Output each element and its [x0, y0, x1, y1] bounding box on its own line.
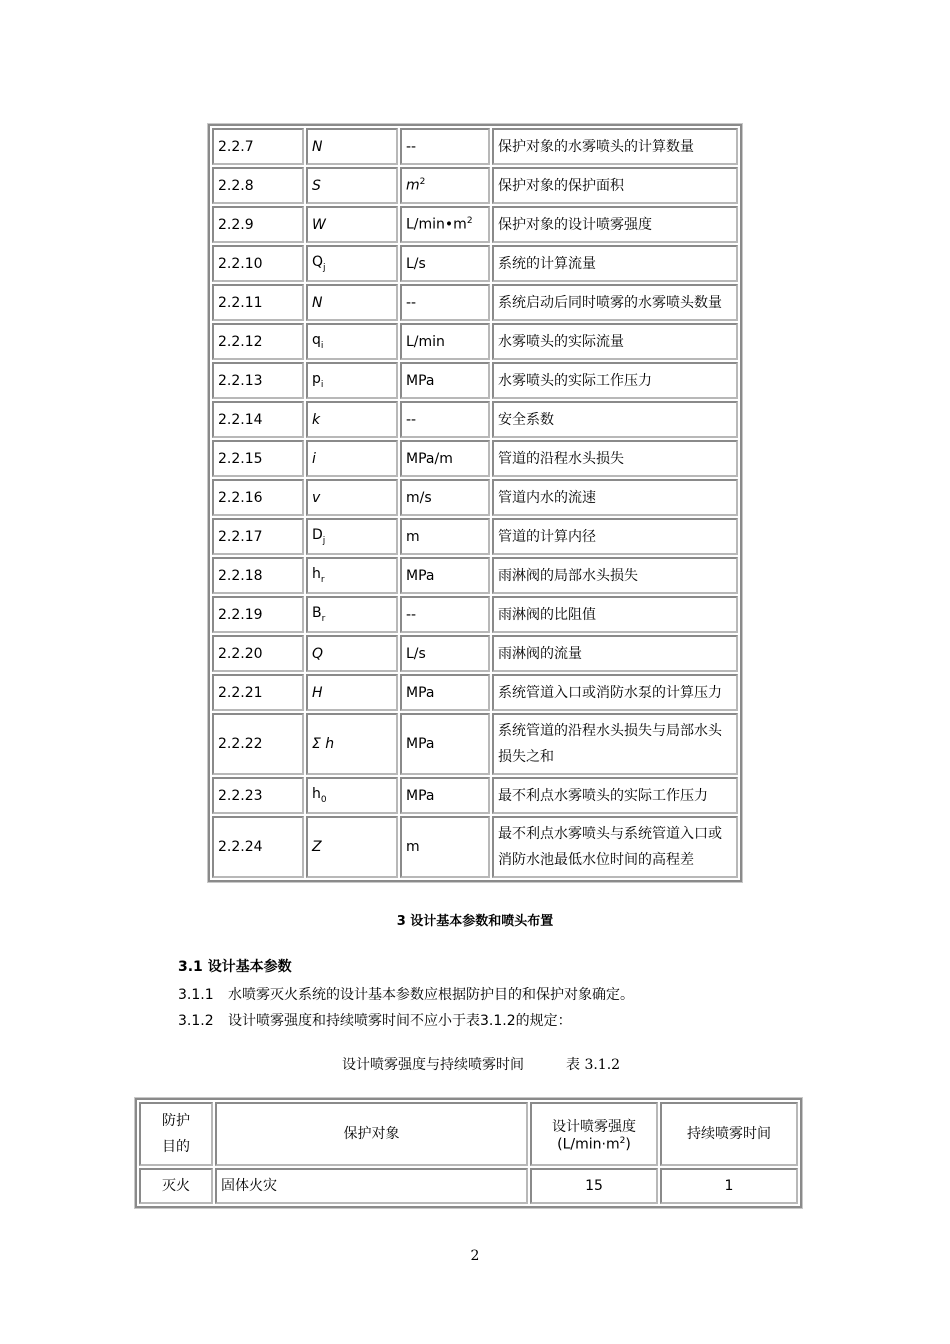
- cell-unit: MPa: [400, 557, 490, 594]
- cell-description: 保护对象的水雾喷头的计算数量: [492, 128, 738, 165]
- header-purpose: 防护 目的: [139, 1102, 213, 1166]
- section-title: 3 设计基本参数和喷头布置: [396, 914, 554, 929]
- table-row: [212, 167, 738, 204]
- cell-clause-number: 2.2.21: [212, 674, 304, 711]
- cell-unit: --: [400, 596, 490, 633]
- table-row: [212, 713, 738, 775]
- cell-unit: --: [400, 284, 490, 321]
- cell-symbol: Z: [306, 816, 398, 878]
- cell-unit: $L/\min•m^2$: [400, 206, 490, 243]
- subsection-text: 设计基本参数: [207, 959, 292, 975]
- cell-description: 管道的沿程水头损失: [492, 440, 738, 477]
- cell-symbol: H: [306, 674, 398, 711]
- table-row: [212, 518, 738, 555]
- cell-symbol: Σ h: [306, 713, 398, 775]
- cell-symbol: N: [306, 284, 398, 321]
- cell-clause-number: 2.2.20: [212, 635, 304, 672]
- cell-unit: --: [400, 128, 490, 165]
- paragraph-number: 3.1.1: [178, 987, 214, 1003]
- table-row: [212, 596, 738, 633]
- header-intensity: 设计喷雾强度 $(L/\min\cdot m^2)$: [530, 1102, 658, 1166]
- cell-symbol: N: [306, 128, 398, 165]
- cell-description: 水雾喷头的实际工作压力: [492, 362, 738, 399]
- cell-symbol: $q_i$: [306, 323, 398, 360]
- cell-clause-number: 2.2.7: [212, 128, 304, 165]
- cell-unit: MPa: [400, 713, 490, 775]
- cell-symbol: k: [306, 401, 398, 438]
- table-row: [212, 557, 738, 594]
- cell-description: 雨淋阀的流量: [492, 635, 738, 672]
- table-row: [212, 635, 738, 672]
- cell-unit: m: [400, 816, 490, 878]
- cell-symbol: Q: [306, 635, 398, 672]
- paragraph-text-end: 的规定：: [515, 1013, 572, 1029]
- paragraph-text: 设计喷雾强度和持续喷雾时间不应小于表: [228, 1013, 480, 1029]
- cell-clause-number: 2.2.8: [212, 167, 304, 204]
- cell-clause-number: 2.2.24: [212, 816, 304, 878]
- cell-description: 管道的计算内径: [492, 518, 738, 555]
- cell-unit: MPa/m: [400, 440, 490, 477]
- cell-clause-number: 2.2.19: [212, 596, 304, 633]
- paragraph-3-1-1: [178, 984, 634, 1004]
- cell-symbol: $h_r$: [306, 557, 398, 594]
- cell-symbol: i: [306, 440, 398, 477]
- cell-description: 系统的计算流量: [492, 245, 738, 282]
- cell-clause-number: 2.2.17: [212, 518, 304, 555]
- cell-clause-number: 2.2.16: [212, 479, 304, 516]
- table-row: [212, 323, 738, 360]
- cell-purpose: 灭火: [139, 1168, 213, 1204]
- cell-clause-number: 2.2.13: [212, 362, 304, 399]
- symbol-table: [208, 124, 742, 882]
- paragraph-number: 3.1.2: [178, 1013, 214, 1029]
- cell-symbol: $D_j$: [306, 518, 398, 555]
- param-table: [135, 1098, 802, 1208]
- subsection-title: [178, 956, 292, 976]
- table-row: [212, 245, 738, 282]
- cell-description: 管道内水的流速: [492, 479, 738, 516]
- cell-clause-number: 2.2.23: [212, 777, 304, 814]
- paragraph-text: 水喷雾灭火系统的设计基本参数应根据防护目的和保护对象确定。: [228, 987, 634, 1003]
- cell-symbol: $Q_j$: [306, 245, 398, 282]
- table-row: [212, 128, 738, 165]
- cell-unit: MPa: [400, 674, 490, 711]
- paragraph-3-1-2: [178, 1010, 572, 1030]
- cell-description: 最不利点水雾喷头的实际工作压力: [492, 777, 738, 814]
- cell-symbol: $h_0$: [306, 777, 398, 814]
- cell-clause-number: 2.2.18: [212, 557, 304, 594]
- table-caption: [342, 1054, 620, 1074]
- table-row: [212, 440, 738, 477]
- cell-clause-number: 2.2.10: [212, 245, 304, 282]
- cell-description: 保护对象的保护面积: [492, 167, 738, 204]
- cell-description: 保护对象的设计喷雾强度: [492, 206, 738, 243]
- cell-description: 水雾喷头的实际流量: [492, 323, 738, 360]
- cell-clause-number: 2.2.22: [212, 713, 304, 775]
- table-row: [212, 362, 738, 399]
- cell-description: 雨淋阀的局部水头损失: [492, 557, 738, 594]
- caption-title: 设计喷雾强度与持续喷雾时间: [342, 1057, 524, 1073]
- caption-label: 表 3.1.2: [566, 1057, 621, 1073]
- cell-description: 系统管道入口或消防水泵的计算压力: [492, 674, 738, 711]
- cell-unit: $m^2$: [400, 167, 490, 204]
- cell-unit: L/s: [400, 635, 490, 672]
- header-object: 保护对象: [215, 1102, 528, 1166]
- header-duration: 持续喷雾时间: [660, 1102, 798, 1166]
- cell-description: 系统管道的沿程水头损失与局部水头损失之和: [492, 713, 738, 775]
- cell-unit: m/s: [400, 479, 490, 516]
- cell-duration: 1: [660, 1168, 798, 1204]
- cell-clause-number: 2.2.9: [212, 206, 304, 243]
- cell-object: 固体火灾: [215, 1168, 528, 1204]
- cell-clause-number: 2.2.14: [212, 401, 304, 438]
- page-number: 2: [470, 1248, 480, 1264]
- cell-clause-number: 2.2.12: [212, 323, 304, 360]
- cell-unit: L/min: [400, 323, 490, 360]
- table-row: [139, 1168, 798, 1204]
- cell-intensity: 15: [530, 1168, 658, 1204]
- cell-symbol: v: [306, 479, 398, 516]
- param-table-header: [139, 1102, 798, 1166]
- subsection-number: 3.1: [178, 959, 203, 975]
- cell-description: 最不利点水雾喷头与系统管道入口或消防水池最低水位时间的高程差: [492, 816, 738, 878]
- cell-symbol: $p_i$: [306, 362, 398, 399]
- cell-description: 系统启动后同时喷雾的水雾喷头数量: [492, 284, 738, 321]
- table-row: [212, 479, 738, 516]
- table-row: [212, 777, 738, 814]
- table-row: [212, 401, 738, 438]
- cell-unit: MPa: [400, 362, 490, 399]
- cell-clause-number: 2.2.11: [212, 284, 304, 321]
- cell-clause-number: 2.2.15: [212, 440, 304, 477]
- table-reference: 3.1.2: [480, 1013, 516, 1029]
- table-row: [212, 674, 738, 711]
- cell-unit: --: [400, 401, 490, 438]
- cell-symbol: S: [306, 167, 398, 204]
- cell-symbol: W: [306, 206, 398, 243]
- cell-description: 安全系数: [492, 401, 738, 438]
- cell-symbol: $B_r$: [306, 596, 398, 633]
- table-row: [212, 816, 738, 878]
- cell-unit: m: [400, 518, 490, 555]
- table-row: [212, 284, 738, 321]
- cell-description: 雨淋阀的比阻值: [492, 596, 738, 633]
- table-row: [212, 206, 738, 243]
- cell-unit: L/s: [400, 245, 490, 282]
- cell-unit: MPa: [400, 777, 490, 814]
